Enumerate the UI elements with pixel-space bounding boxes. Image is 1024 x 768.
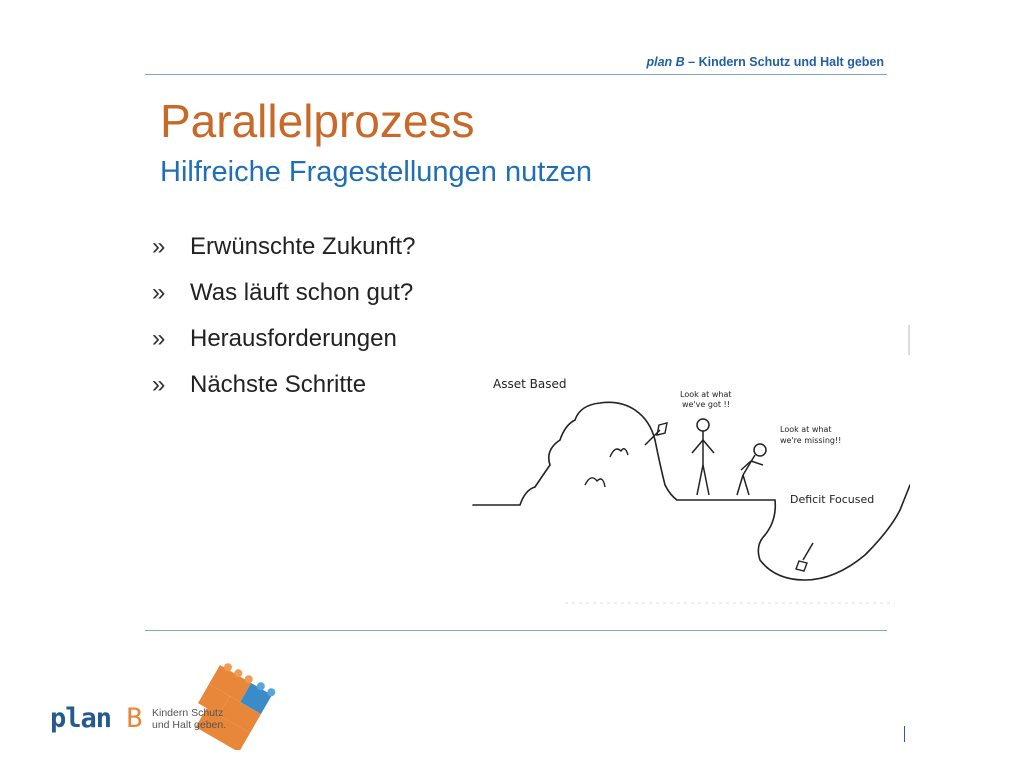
speech-left-line1: Look at what xyxy=(680,390,732,399)
asset-vs-deficit-illustration xyxy=(465,325,910,610)
page-marker xyxy=(904,726,905,742)
logo-wordmark xyxy=(50,703,142,734)
label-deficit-focused: Deficit Focused xyxy=(790,493,875,506)
bullet-text: Was läuft schon gut? xyxy=(190,279,414,306)
header-text xyxy=(646,55,884,69)
logo-tagline-line1: Kindern Schutz xyxy=(152,707,224,719)
header-tagline: – Kindern Schutz und Halt geben xyxy=(688,55,884,69)
bullet-marker: » xyxy=(152,371,166,398)
label-asset-based: Asset Based xyxy=(493,377,567,391)
bullet-item xyxy=(152,276,415,322)
bullet-item xyxy=(152,322,415,368)
bullet-item xyxy=(152,368,415,414)
bullet-item xyxy=(152,230,415,276)
speech-right-line2: we're missing!! xyxy=(780,436,842,445)
bullet-text: Nächste Schritte xyxy=(190,371,367,398)
speech-left-line2: we've got !! xyxy=(682,400,730,409)
header-brand: plan B xyxy=(646,55,685,69)
logo-b: B xyxy=(126,703,142,734)
bullet-text: Herausforderungen xyxy=(190,325,397,352)
logo-plan: plan xyxy=(50,703,112,734)
bullet-text: Erwünschte Zukunft? xyxy=(190,233,416,260)
bullet-marker: » xyxy=(152,279,166,306)
slide-subtitle: Hilfreiche Fragestellungen nutzen xyxy=(160,156,593,188)
bullet-marker: » xyxy=(152,233,166,260)
speech-right-line1: Look at what xyxy=(780,425,832,434)
bullet-marker: » xyxy=(152,325,166,352)
top-divider xyxy=(145,74,887,75)
bullet-list xyxy=(152,230,415,414)
logo-tagline xyxy=(152,707,226,731)
bottom-divider xyxy=(145,630,887,631)
slide-title: Parallelprozess xyxy=(160,95,475,147)
logo-tagline-line2: und Halt geben. xyxy=(152,719,227,731)
